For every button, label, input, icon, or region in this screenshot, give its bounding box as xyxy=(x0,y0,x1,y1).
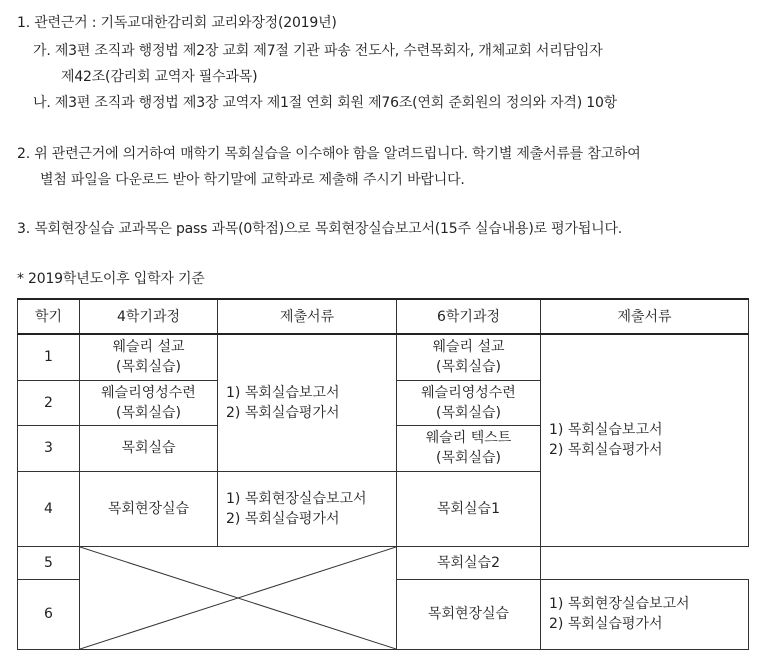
course-4-cell: 웨슬리 설교 (목회실습) xyxy=(80,334,218,380)
term-cell: 5 xyxy=(18,546,80,579)
course-6-cell: 웨슬리 설교 (목회실습) xyxy=(397,334,541,380)
course-4-cell: 목회실습 xyxy=(80,425,218,471)
docs-4-cell-a: 1) 목회실습보고서 2) 목회실습평가서 xyxy=(218,334,397,471)
term-cell: 2 xyxy=(18,380,80,425)
course-6-cell: 웨슬리영성수련 (목회실습) xyxy=(397,380,541,425)
course-6-cell: 웨슬리 텍스트 (목회실습) xyxy=(397,425,541,471)
docs-6-cell-b: 1) 목회현장실습보고서 2) 목회실습평가서 xyxy=(541,579,749,649)
item-1: 1. 관련근거 : 기독교대한감리회 교리와장정(2019년) xyxy=(17,15,337,31)
docs-4-cell-b: 1) 목회현장실습보고서 2) 목회실습평가서 xyxy=(218,471,397,546)
table-row xyxy=(18,546,749,579)
header-6-semester: 6학기과정 xyxy=(397,299,541,334)
header-docs-6: 제출서류 xyxy=(541,299,749,334)
term-cell: 6 xyxy=(18,579,80,649)
header-docs-4: 제출서류 xyxy=(218,299,397,334)
item-2-line-2: 별첨 파일을 다운로드 받아 학기말에 교학과로 제출해 주시기 바랍니다. xyxy=(40,172,465,188)
item-3: 3. 목회현장실습 교과목은 pass 과목(0학점)으로 목회현장실습보고서(15주 실습내용)로 평가됩니다. xyxy=(17,221,623,237)
item-2-line-1: 2. 위 관련근거에 의거하여 매학기 목회실습을 이수해야 함을 알려드립니다. 학기별 제출서류를 참고하여 xyxy=(17,146,641,162)
docs-6-cell-a: 1) 목회실습보고서 2) 목회실습평가서 xyxy=(541,334,749,546)
term-cell: 4 xyxy=(18,471,80,546)
course-6-cell: 목회실습2 xyxy=(397,546,541,579)
course-4-cell: 목회현장실습 xyxy=(80,471,218,546)
empty-crossed-cell xyxy=(80,546,397,649)
term-cell: 1 xyxy=(18,334,80,380)
cross-mark xyxy=(80,547,396,649)
table-row xyxy=(18,334,749,380)
course-6-cell: 목회현장실습 xyxy=(397,579,541,649)
note-admission-basis: * 2019학년도이후 입학자 기준 xyxy=(17,271,205,287)
table-header-row xyxy=(18,299,749,334)
item-1-na: 나. 제3편 조직과 행정법 제3장 교역자 제1절 연회 회원 제76조(연회 준회원의 정의와 자격) 10항 xyxy=(33,95,617,111)
curriculum-table xyxy=(17,298,749,650)
header-term: 학기 xyxy=(18,299,80,334)
item-1-ga: 가. 제3편 조직과 행정법 제2장 교회 제7절 기관 파송 전도사, 수련목회자, 개체교회 서리담임자 xyxy=(33,43,603,59)
course-4-cell: 웨슬리영성수련 (목회실습) xyxy=(80,380,218,425)
course-6-cell: 목회실습1 xyxy=(397,471,541,546)
item-1-ga-continued: 제42조(감리회 교역자 필수과목) xyxy=(61,69,258,85)
term-cell: 3 xyxy=(18,425,80,471)
header-4-semester: 4학기과정 xyxy=(80,299,218,334)
